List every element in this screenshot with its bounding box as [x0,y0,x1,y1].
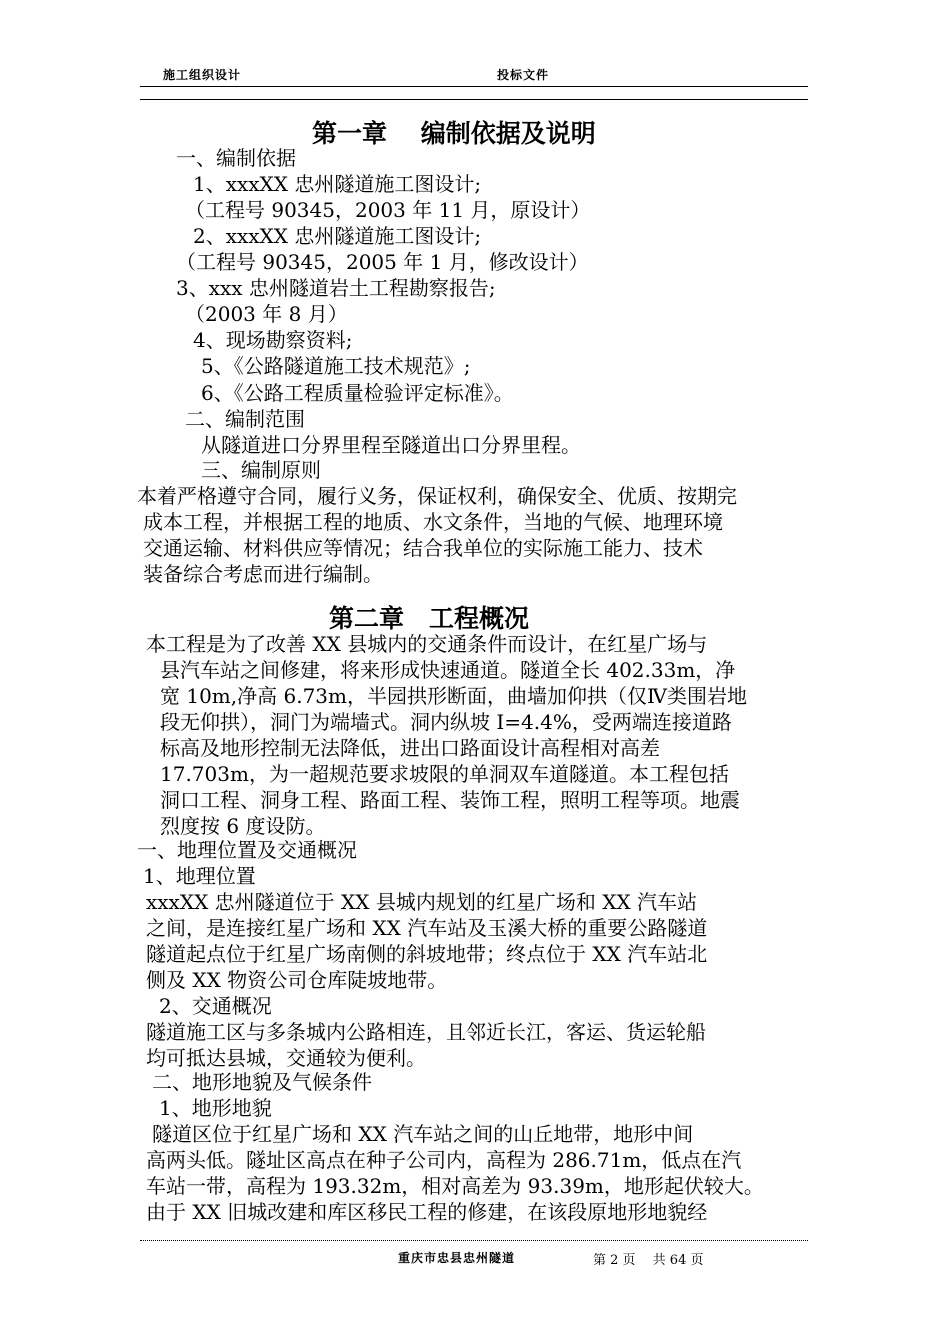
footer-page-number: 第 2 页 共 64 页 [593,1253,704,1268]
chapter1-section2-heading: 二、编制范围 [185,407,305,431]
overview-line: 段无仰拱），洞门为端墙式。洞内纵坡 I=4.4%，受两端连接道路 [160,710,732,734]
chapter1-title: 第一章 编制依据及说明 [312,119,596,148]
terrain-line: 高两头低。隧址区高点在种子公司内，高程为 286.71m，低点在汽 [146,1148,742,1172]
traffic-line: 隧道施工区与多条城内公路相连，且邻近长江，客运、货运轮船 [146,1020,706,1044]
principle-line: 成本工程，并根据工程的地质、水文条件，当地的气候、地理环境 [143,510,723,534]
terrain-line: 车站一带，高程为 193.32m，相对高差为 93.39m，地形起伏较大。 [146,1174,764,1198]
header-rule-top [140,86,808,87]
basis-item-6: 6、《公路工程质量检验评定标准》。 [201,381,514,405]
traffic-heading: 2、交通概况 [159,994,272,1018]
overview-line: 标高及地形控制无法降低，进出口路面设计高程相对高差 [160,736,660,760]
header-left: 施工组织设计 [163,68,242,82]
overview-line: 洞口工程、洞身工程、路面工程、装饰工程，照明工程等项。地震 [160,788,740,812]
traffic-line: 均可抵达县城，交通较为便利。 [146,1046,426,1070]
basis-item-1-note: （工程号 90345，2003 年 11 月，原设计） [185,198,591,222]
header-center: 投标文件 [497,68,550,82]
header-rule-bottom [140,99,808,100]
overview-line: 17.703m，为一超规范要求坡限的单洞双车道隧道。本工程包括 [160,762,729,786]
basis-item-1: 1、xxxXX 忠州隧道施工图设计; [193,172,482,196]
overview-line: 宽 10m,净高 6.73m，半园拱形断面，曲墙加仰拱（仅Ⅳ类围岩地 [160,684,747,708]
basis-item-3-note: （2003 年 8 月） [185,302,348,326]
chapter1-section2-text: 从隧道进口分界里程至隧道出口分界里程。 [201,433,581,457]
principle-line: 本着严格遵守合同，履行义务，保证权利，确保安全、优质、按期完 [137,484,737,508]
chapter2-section2-heading: 二、地形地貌及气候条件 [152,1070,372,1094]
location-heading: 1、地理位置 [143,864,256,888]
chapter2-section1-heading: 一、地理位置及交通概况 [137,838,357,862]
overview-line: 县汽车站之间修建，将来形成快速通道。隧道全长 402.33m，净 [160,658,736,682]
terrain-line: 隧道区位于红星广场和 XX 汽车站之间的山丘地带，地形中间 [152,1122,694,1146]
terrain-line: 由于 XX 旧城改建和库区移民工程的修建，在该段原地形地貌经 [146,1200,708,1224]
location-line: 侧及 XX 物资公司仓库陡坡地带。 [146,968,448,992]
chapter1-section1-heading: 一、编制依据 [176,146,296,170]
principle-line: 交通运输、材料供应等情况；结合我单位的实际施工能力、技术 [143,536,703,560]
location-line: 之间，是连接红星广场和 XX 汽车站及玉溪大桥的重要公路隧道 [146,916,708,940]
footer-rule [140,1240,808,1241]
location-line: xxxXX 忠州隧道位于 XX 县城内规划的红星广场和 XX 汽车站 [146,890,698,914]
basis-item-5: 5、《公路隧道施工技术规范》; [201,354,471,378]
overview-line: 本工程是为了改善 XX 县城内的交通条件而设计，在红星广场与 [146,632,708,656]
footer-project-name: 重庆市忠县忠州隧道 [398,1251,516,1265]
terrain-heading: 1、地形地貌 [159,1096,272,1120]
basis-item-2: 2、xxxXX 忠州隧道施工图设计; [193,224,482,248]
basis-item-4: 4、现场勘察资料; [193,328,353,352]
chapter1-section3-heading: 三、编制原则 [201,458,321,482]
location-line: 隧道起点位于红星广场南侧的斜坡地带；终点位于 XX 汽车站北 [146,942,708,966]
overview-line: 烈度按 6 度设防。 [160,814,326,838]
basis-item-2-note: （工程号 90345，2005 年 1 月，修改设计） [176,250,589,274]
basis-item-3: 3、xxx 忠州隧道岩土工程勘察报告; [176,276,496,300]
principle-line: 装备综合考虑而进行编制。 [143,562,383,586]
chapter2-title: 第二章 工程概况 [329,604,530,633]
